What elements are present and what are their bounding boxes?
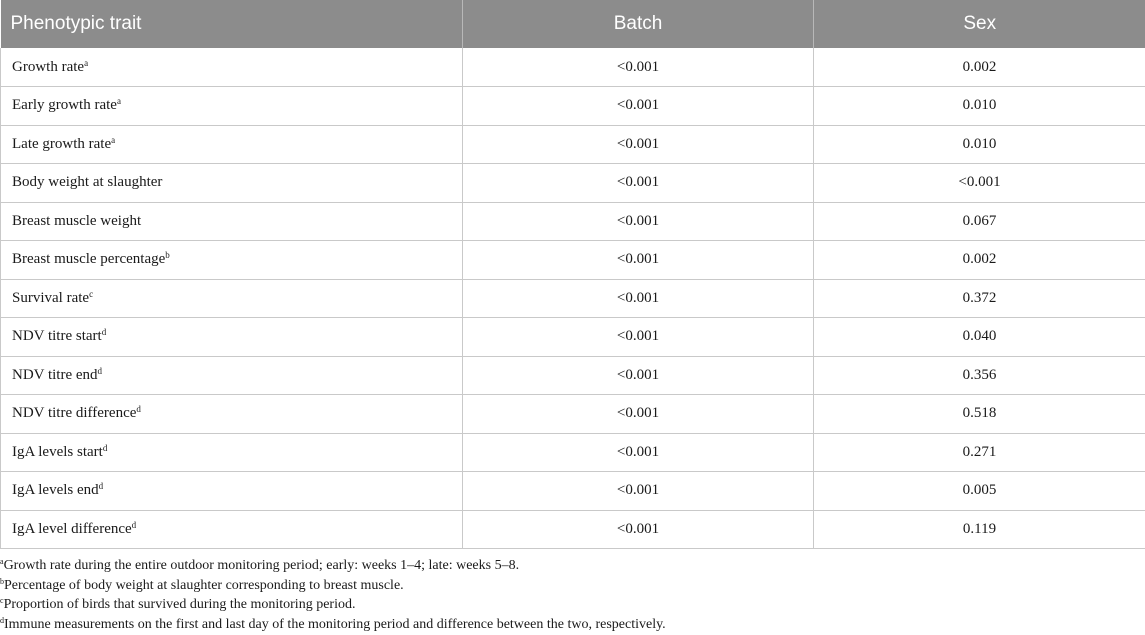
batch-value: <0.001 [463,279,814,318]
batch-value: <0.001 [463,472,814,511]
footnote [0,556,666,576]
batch-value: <0.001 [463,433,814,472]
trait-name: NDV titre end [12,366,98,383]
trait-name: Breast muscle percentage [12,251,166,268]
sex-value: 0.356 [814,356,1145,395]
footnote-text: Proportion of birds that survived during the monitoring period. [3,597,356,612]
trait-cell [1,510,463,549]
batch-value: <0.001 [463,202,814,241]
footnote-text: Percentage of body weight at slaughter corresponding to breast muscle. [4,577,404,593]
table-row [1,48,1145,87]
trait-cell [1,472,463,511]
trait-cell [1,125,463,164]
table-row [1,202,1145,241]
trait-cell [1,318,463,357]
batch-value: <0.001 [463,125,814,164]
footnote-mark: b [0,576,4,586]
sex-value: 0.002 [814,48,1145,87]
header-row [1,0,1145,48]
sex-value: 0.067 [814,202,1145,241]
footnote-text: Growth rate during the entire outdoor monitoring period; early: weeks 1–4; late: weeks 5–8. [3,558,520,573]
trait-name: Late growth rate [12,135,112,152]
footnote-mark: c [0,596,4,605]
footnotes [0,556,666,634]
trait-name: IgA level difference [12,520,132,537]
trait-cell [1,395,463,434]
table-row [1,433,1145,472]
table-row [1,87,1145,126]
trait-cell [1,279,463,318]
sex-value: 0.010 [814,87,1145,126]
batch-value: <0.001 [463,395,814,434]
trait-cell [1,241,463,280]
trait-name: Breast muscle weight [12,212,142,229]
batch-value: <0.001 [463,356,814,395]
header-phenotypic-trait: Phenotypic trait [10,13,142,34]
table-row [1,279,1145,318]
footnote-marker: d [102,442,108,453]
footnote-marker: d [101,327,107,338]
trait-cell [1,202,463,241]
sex-value: 0.271 [814,433,1145,472]
sex-value: 0.002 [814,241,1145,280]
table-row [1,164,1145,203]
header-batch: Batch [463,0,814,48]
trait-name: NDV titre start [12,328,102,345]
footnote-marker: a [116,96,121,107]
sex-value: 0.518 [814,395,1145,434]
sex-value: 0.005 [814,472,1145,511]
batch-value: <0.001 [463,241,814,280]
footnote-marker: d [97,365,103,376]
footnote-marker: c [89,288,94,299]
trait-cell [1,87,463,126]
trait-name: IgA levels end [12,482,99,499]
batch-value: <0.001 [463,48,814,87]
table-header [1,0,1145,48]
header-sex: Sex [814,0,1145,48]
footnote [0,615,666,635]
footnote-marker: d [98,481,104,492]
footnote-mark: d [0,615,4,625]
trait-cell [1,433,463,472]
table-row [1,241,1145,280]
table-row [1,510,1145,549]
trait-name: NDV titre difference [12,405,137,422]
trait-name: Early growth rate [12,97,117,114]
footnote-text: Immune measurements on the first and last day of the monitoring period and difference between the two, respectively. [4,616,666,632]
trait-name: Body weight at slaughter [12,174,163,191]
sex-value: 0.040 [814,318,1145,357]
table-row [1,395,1145,434]
trait-cell [1,164,463,203]
table-body [1,48,1145,549]
footnote [0,576,666,596]
footnote-marker: b [165,250,170,261]
trait-name: IgA levels start [12,443,103,460]
footnote-marker: d [131,519,137,530]
trait-name: Survival rate [12,289,90,306]
batch-value: <0.001 [463,164,814,203]
table-row [1,318,1145,357]
footnote-marker: a [84,57,89,68]
sex-value: <0.001 [814,164,1145,203]
footnote-marker: a [111,134,116,145]
trait-cell [1,356,463,395]
table-row [1,356,1145,395]
sex-value: 0.372 [814,279,1145,318]
trait-name: Growth rate [12,58,85,75]
footnote-marker: d [136,404,141,415]
sex-value: 0.119 [814,510,1145,549]
sex-value: 0.010 [814,125,1145,164]
batch-value: <0.001 [463,87,814,126]
batch-value: <0.001 [463,318,814,357]
table-row [1,472,1145,511]
table-row [1,125,1145,164]
trait-cell [1,48,463,87]
footnote [0,595,666,615]
batch-value: <0.001 [463,510,814,549]
footnote-mark: a [0,557,4,566]
